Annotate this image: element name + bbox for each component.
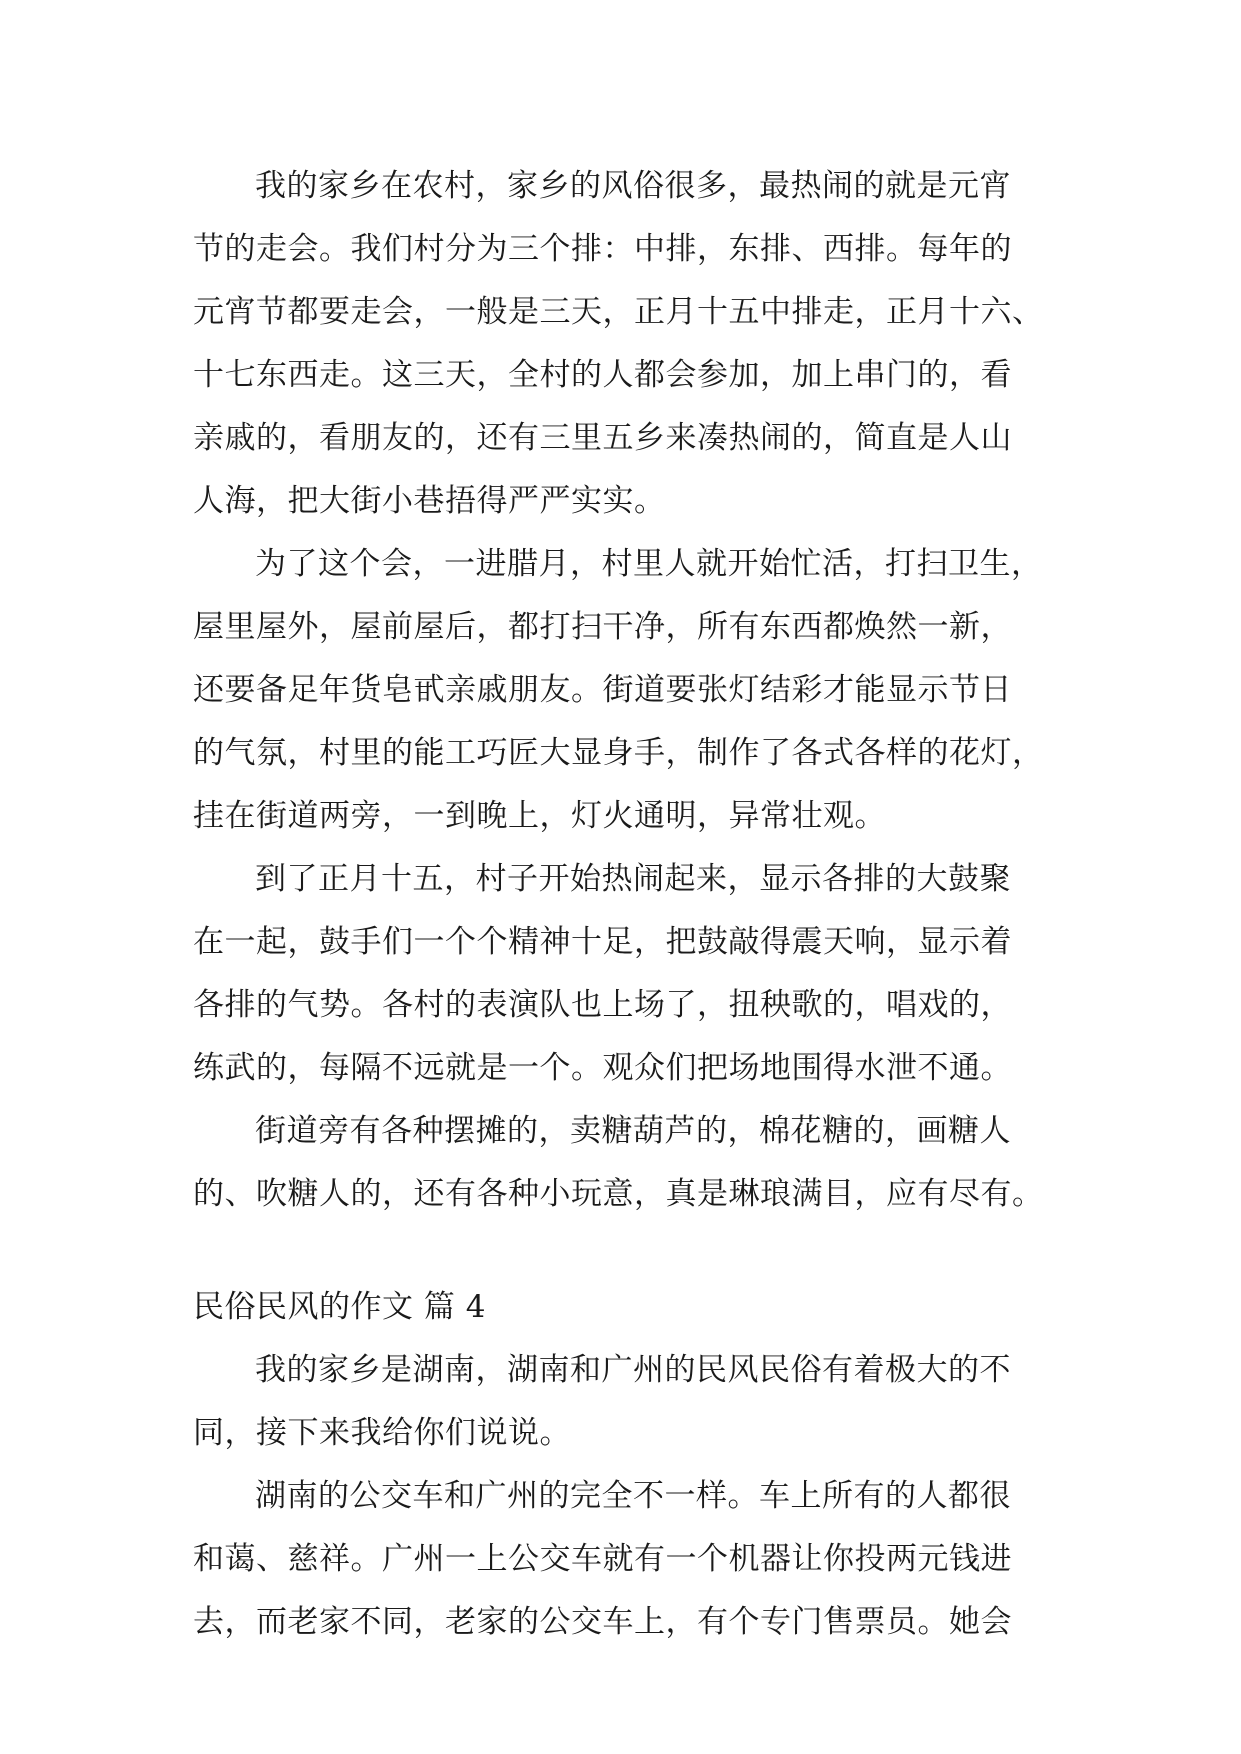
- paragraph-2-line-4: 的气氛，村里的能工巧匠大显身手，制作了各式各样的花灯，: [193, 735, 1044, 771]
- paragraph-3-line-3: 各排的气势。各村的表演队也上场了，扭秧歌的，唱戏的，: [193, 987, 1012, 1023]
- paragraph-3-line-1: 到了正月十五，村子开始热闹起来，显示各排的大鼓聚: [255, 861, 1011, 897]
- paragraph-2-line-3: 还要备足年货皂甙亲戚朋友。街道要张灯结彩才能显示节日: [193, 672, 1012, 708]
- section-heading: 民俗民风的作文 篇 4: [193, 1289, 486, 1325]
- paragraph-5-line-1: 我的家乡是湖南，湖南和广州的民风民俗有着极大的不: [255, 1352, 1011, 1388]
- paragraph-4-line-1: 街道旁有各种摆摊的，卖糖葫芦的，棉花糖的，画糖人: [255, 1113, 1011, 1149]
- paragraph-2-line-5: 挂在街道两旁，一到晚上，灯火通明，异常壮观。: [193, 798, 886, 834]
- paragraph-1-line-1: 我的家乡在农村，家乡的风俗很多，最热闹的就是元宵: [255, 168, 1011, 204]
- paragraph-3-line-4: 练武的，每隔不远就是一个。观众们把场地围得水泄不通。: [193, 1050, 1012, 1086]
- paragraph-1-line-6: 人海，把大街小巷捂得严严实实。: [193, 483, 666, 519]
- paragraph-3-line-2: 在一起，鼓手们一个个精神十足，把鼓敲得震天响，显示着: [193, 924, 1012, 960]
- paragraph-1-line-5: 亲戚的，看朋友的，还有三里五乡来凑热闹的，简直是人山: [193, 420, 1012, 456]
- paragraph-2-line-1: 为了这个会，一进腊月，村里人就开始忙活，打扫卫生，: [255, 546, 1043, 582]
- paragraph-6-line-3: 去，而老家不同，老家的公交车上，有个专门售票员。她会: [193, 1604, 1012, 1640]
- paragraph-1-line-4: 十七东西走。这三天，全村的人都会参加，加上串门的，看: [193, 357, 1012, 393]
- paragraph-2-line-2: 屋里屋外，屋前屋后，都打扫干净，所有东西都焕然一新，: [193, 609, 1012, 645]
- paragraph-1-line-3: 元宵节都要走会，一般是三天，正月十五中排走，正月十六、: [193, 294, 1044, 330]
- paragraph-1-line-2: 节的走会。我们村分为三个排：中排，东排、西排。每年的: [193, 231, 1012, 267]
- paragraph-6-line-2: 和蔼、慈祥。广州一上公交车就有一个机器让你投两元钱进: [193, 1541, 1012, 1577]
- paragraph-5-line-2: 同，接下来我给你们说说。: [193, 1415, 571, 1451]
- paragraph-6-line-1: 湖南的公交车和广州的完全不一样。车上所有的人都很: [255, 1478, 1011, 1514]
- paragraph-4-line-2: 的、吹糖人的，还有各种小玩意，真是琳琅满目，应有尽有。: [193, 1176, 1044, 1212]
